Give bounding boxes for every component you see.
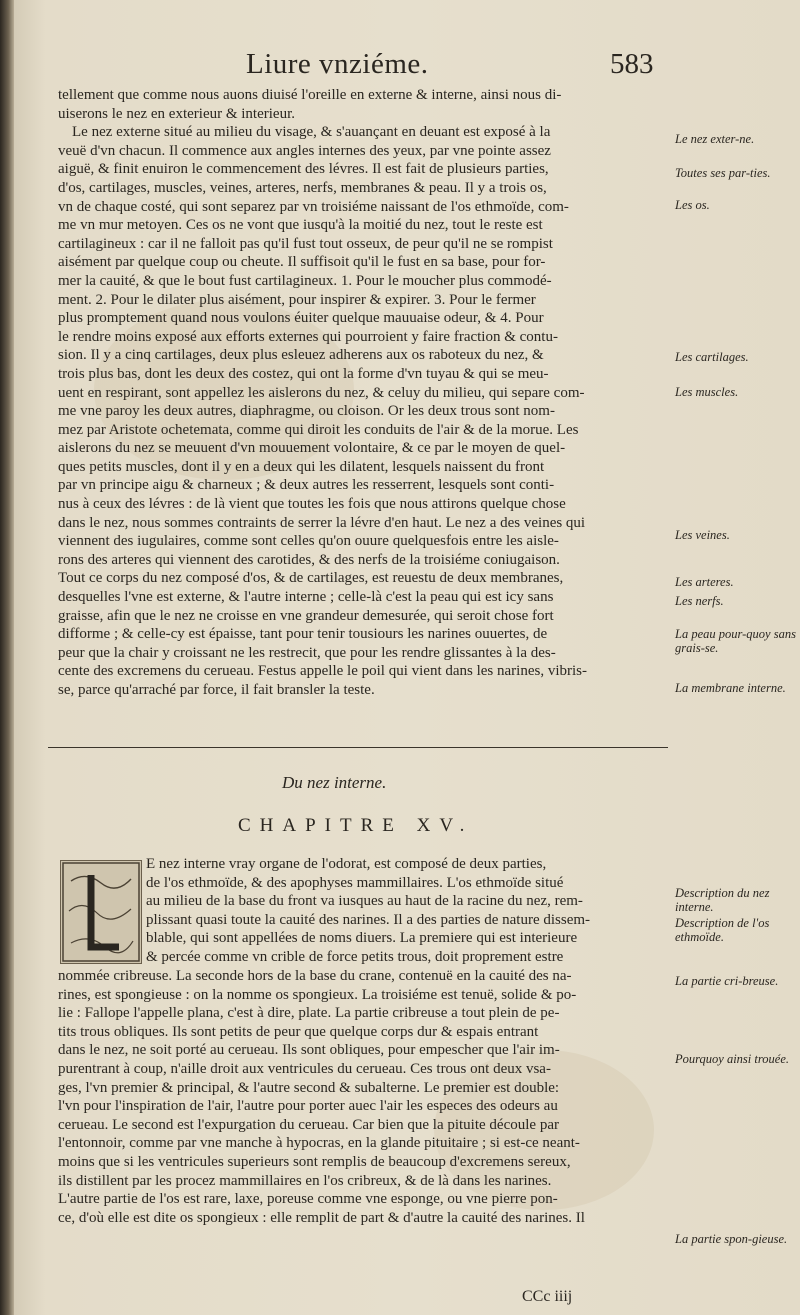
text-line: l'vn pour l'inspiration de l'air, l'autre pour porter auec l'air les especes des odeurs au	[58, 1098, 558, 1115]
text-line: veuë d'vn chacun. Il commence aux angles internes des yeux, par vne pointe assez	[58, 142, 551, 159]
margin-note: Les nerfs.	[675, 594, 724, 608]
book-gutter	[0, 0, 14, 1315]
margin-note: Les cartilages.	[675, 350, 749, 364]
text-line: d'os, cartilages, muscles, veines, arteres, nerfs, membranes & peau. Il y a trois os,	[58, 179, 547, 196]
text-line: purentrant à coup, n'aille droit aux ventricules du cerueau. Ces trous ont deux vsa-	[58, 1060, 551, 1077]
text-line: plissant quasi toute la cauité des narines. Il a des parties de nature dissem-	[146, 911, 591, 928]
text-line: par vn principe aigu & charneux ; & deux autres les resserrent, lesquels sont conti-	[58, 477, 555, 494]
text-line: E nez interne vray organe de l'odorat, est composé de deux parties,	[146, 856, 547, 872]
text-line: rines, est spongieuse : on la nomme os spongieux. La troisiéme est tenuë, solide & po-	[58, 986, 577, 1003]
text-line: vn de chaque costé, qui sont separez par vn troisiéme naissant de l'os ethmoïde, com-	[58, 198, 569, 215]
section-b-text	[146, 855, 664, 967]
text-line: trois plus bas, dont les deux des costez, qui ont la forme d'vn tuyau & qui se meu-	[58, 365, 549, 382]
margin-note: La membrane interne.	[675, 681, 786, 695]
text-line: cartilagineux : car il ne falloit pas qu'il fust tout osseux, de peur qu'il ne se rompist	[58, 235, 553, 252]
text-line: mez par Aristote ochetemata, comme qui diroit les conduits de l'air & de la morue. Les	[58, 421, 579, 438]
section-divider	[48, 747, 668, 748]
text-line: viennent des iugulaires, comme sont celles qu'on ouure quelquesfois entre les aisle-	[58, 533, 559, 550]
chapter-heading: CHAPITRE XV.	[238, 815, 474, 836]
text-line: dans le nez, nous sommes contraints de serrer la lévre d'en haut. Le nez a des veines qui	[58, 514, 586, 531]
text-line: tellement que comme nous auons diuisé l'oreille en externe & interne, ainsi nous di-	[58, 87, 562, 103]
text-line: sion. Il y a cinq cartilages, deux plus esleuez adherens aux os raboteux du nez, &	[58, 347, 544, 364]
text-line: nus à ceux des lévres : de là vient que toutes les fois que nous attirons quelque chose	[58, 496, 566, 513]
running-head-title: Liure vnziéme.	[246, 48, 429, 80]
signature-mark: CCc iiij	[522, 1288, 573, 1305]
text-line: mer la cauité, & que le bout fust cartilagineux. 1. Pour le moucher plus commodé-	[58, 272, 552, 289]
margin-note: Pourquoy ainsi trouée.	[675, 1052, 789, 1066]
text-line: le rendre moins exposé aux efforts externes qui pourroient y faire fraction & contu-	[58, 328, 558, 345]
text-line: graisse, afin que le nez ne croisse en vne grandeur demesurée, qui seroit chose fort	[58, 607, 554, 624]
text-line: aisément par quelque coup ou cheute. Il suffisoit qu'il le fust en sa base, pour for-	[58, 254, 546, 271]
subheading: Du nez interne.	[282, 773, 387, 792]
text-line: de l'os ethmoïde, & des apophyses mammillaires. L'os ethmoïde situé	[146, 874, 564, 891]
text-line: uiserons le nez en exterieur & interieur.	[58, 105, 295, 122]
margin-note: La peau pour-quoy sans grais-se.	[675, 627, 796, 655]
margin-note: Description de l'os ethmoïde.	[675, 916, 770, 944]
text-line: ce, d'où elle est dite os spongieux : elle remplit de part & d'autre la cauité des narines. Il	[58, 1209, 585, 1226]
margin-note: Description du nez interne.	[675, 886, 770, 914]
decorated-initial-l	[60, 860, 142, 964]
book-page	[14, 0, 800, 1315]
text-line: dans le nez, ne soit porté au cerueau. Ils sont obliques, pour empescher que l'air im-	[58, 1042, 560, 1059]
text-line: moins que si les ventricules superieurs sont remplis de beaucoup d'excremens sereux,	[58, 1153, 571, 1170]
text-line: Le nez externe situé au milieu du visage, & s'auançant en deuant est exposé à la	[72, 124, 551, 141]
text-line: au milieu de la base du front va iusques au haut de la racine du nez, rem-	[146, 893, 583, 910]
text-line: cente des excremens du cerueau. Festus appelle le poil qui vient dans les narines, vibris-	[58, 663, 587, 680]
margin-note: Les os.	[675, 198, 710, 212]
text-line: se, parce qu'arraché par force, il fait bransler la teste.	[58, 682, 375, 698]
text-line: l'entonnoir, comme par vne manche à hypocras, en la glande pituitaire ; si est-ce neant-	[58, 1135, 580, 1152]
page-number: 583	[610, 48, 654, 80]
margin-note: Le nez exter-ne.	[675, 132, 755, 146]
text-line: ques petits muscles, dont il y en a deux qui les dilatent, lesquels naissent du front	[58, 458, 545, 475]
section-a-text	[58, 86, 664, 700]
text-line: desquelles l'vne est externe, & l'autre interne ; celle-là c'est la peau qui est icy sans	[58, 589, 554, 606]
section-c-text	[58, 967, 664, 1227]
text-line: uent en respirant, sont appellez les aislerons du nez, & celuy du milieu, qui separe com-	[58, 384, 585, 401]
margin-note: Les veines.	[675, 528, 730, 542]
text-line: lie : Fallope l'appelle plana, c'est à dire, plate. La partie cribreuse a tout plein de pe-	[58, 1005, 560, 1022]
text-line: rons des arteres qui viennent des carotides, & des nerfs de la troisiéme coniugaison.	[58, 551, 560, 568]
text-line: difforme ; & celle-cy est épaisse, tant pour tenir tousiours les narines ouuertes, de	[58, 626, 548, 643]
text-line: tits trous obliques. Ils sont petits de peur que quelque corps dur & espais entrant	[58, 1023, 539, 1040]
text-line: ges, l'vn premier & principal, & l'autre second & subalterne. Le premier est double:	[58, 1079, 560, 1096]
text-line: aiguë, & finit enuiron le commencement des lévres. Il est fait de plusieurs parties,	[58, 161, 549, 178]
text-line: nommée cribreuse. La seconde hors de la base du crane, contenuë en la cauité des na-	[58, 968, 572, 984]
margin-note: Les muscles.	[675, 385, 739, 399]
text-line: aislerons du nez se meuuent d'vn mouuement volontaire, & ce par le moyen de quel-	[58, 440, 566, 457]
text-line: me vne paroy les deux autres, diaphragme, ou cloison. Or les deux trous sont nom-	[58, 403, 555, 420]
text-line: me vn mur metoyen. Ces os ne vont que iusqu'à la moitié du nez, tout le reste est	[58, 217, 543, 234]
text-line: blable, qui sont appellées de noms diuers. La premiere qui est interieure	[146, 930, 578, 947]
margin-note: La partie spon-gieuse.	[675, 1232, 788, 1246]
text-line: ment. 2. Pour le dilater plus aisément, pour inspirer & expirer. 3. Pour le fermer	[58, 291, 536, 308]
text-line: peur que la chair y croissant ne les restrecit, que pour les rendre glissantes à la des-	[58, 644, 556, 661]
text-line: cerueau. Le second est l'expurgation du cerueau. Car bien que la pituite découle par	[58, 1116, 559, 1133]
text-line: ils distillent par les procez mammillaires en l'os cribreux, & de là dans les narines.	[58, 1172, 552, 1189]
text-line: L'autre partie de l'os est rare, laxe, poreuse comme vne esponge, ou vne pierre pon-	[58, 1191, 558, 1208]
running-head	[14, 44, 800, 88]
margin-note: Les arteres.	[675, 575, 734, 589]
text-line: & percée comme vn crible de force petits trous, doit proprement estre	[146, 948, 564, 965]
text-line: plus promptement quand nous voulons éuiter quelque mauuaise odeur, & 4. Pour	[58, 310, 544, 327]
margin-note: La partie cri-breuse.	[675, 974, 779, 988]
margin-note: Toutes ses par-ties.	[675, 166, 771, 180]
text-line: Tout ce corps du nez composé d'os, & de cartilages, est reuestu de deux membranes,	[58, 570, 564, 587]
